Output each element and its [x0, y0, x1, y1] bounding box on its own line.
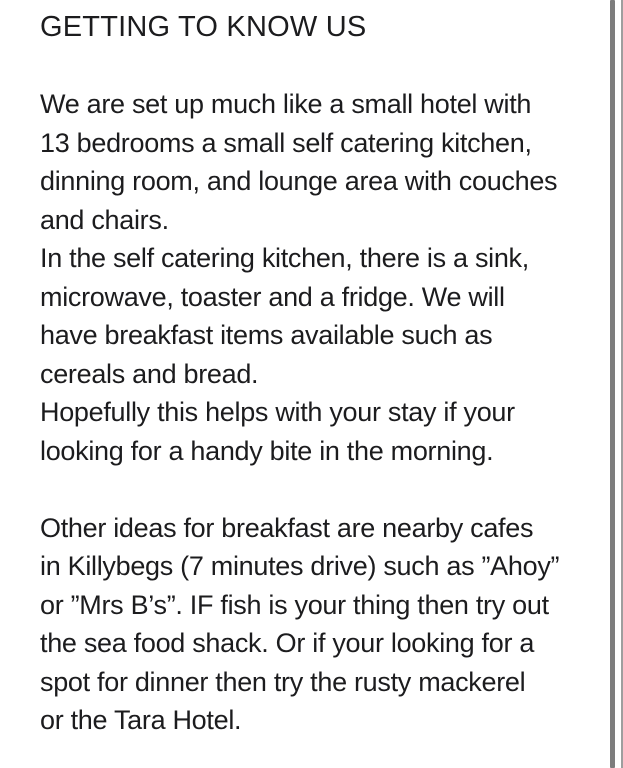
- paragraph-about-setup: [40, 85, 605, 470]
- text-line: cereals and bread.: [40, 358, 259, 389]
- text-line: and chairs.: [40, 204, 169, 235]
- text-line: or ”Mrs B’s”. IF fish is your thing then try out: [40, 589, 549, 620]
- text-line: dinning room, and lounge area with couches: [40, 166, 558, 196]
- text-content-area: [40, 8, 605, 740]
- text-line: or the Tara Hotel.: [40, 705, 242, 735]
- scrollbar[interactable]: [610, 0, 615, 768]
- page-title: GETTING TO KNOW US: [40, 11, 367, 43]
- text-line: in Killybegs (7 minutes drive) such as ”Ahoy”: [40, 551, 560, 581]
- text-line: 13 bedrooms a small self catering kitchen,: [40, 127, 532, 158]
- text-line: We are set up much like a small hotel with: [40, 89, 532, 119]
- text-line: microwave, toaster and a fridge. We will: [40, 281, 505, 312]
- text-line: have breakfast items available such as: [40, 320, 493, 350]
- text-line: Other ideas for breakfast are nearby cafes: [40, 512, 534, 543]
- text-line: spot for dinner then try the rusty mackerel: [40, 666, 526, 697]
- paragraph-breakfast-ideas: [40, 509, 605, 740]
- text-line: Hopefully this helps with your stay if your: [40, 397, 515, 427]
- text-line: In the self catering kitchen, there is a sink,: [40, 243, 529, 273]
- text-line: the sea food shack. Or if your looking for a: [40, 628, 535, 658]
- text-line: looking for a handy bite in the morning.: [40, 435, 494, 466]
